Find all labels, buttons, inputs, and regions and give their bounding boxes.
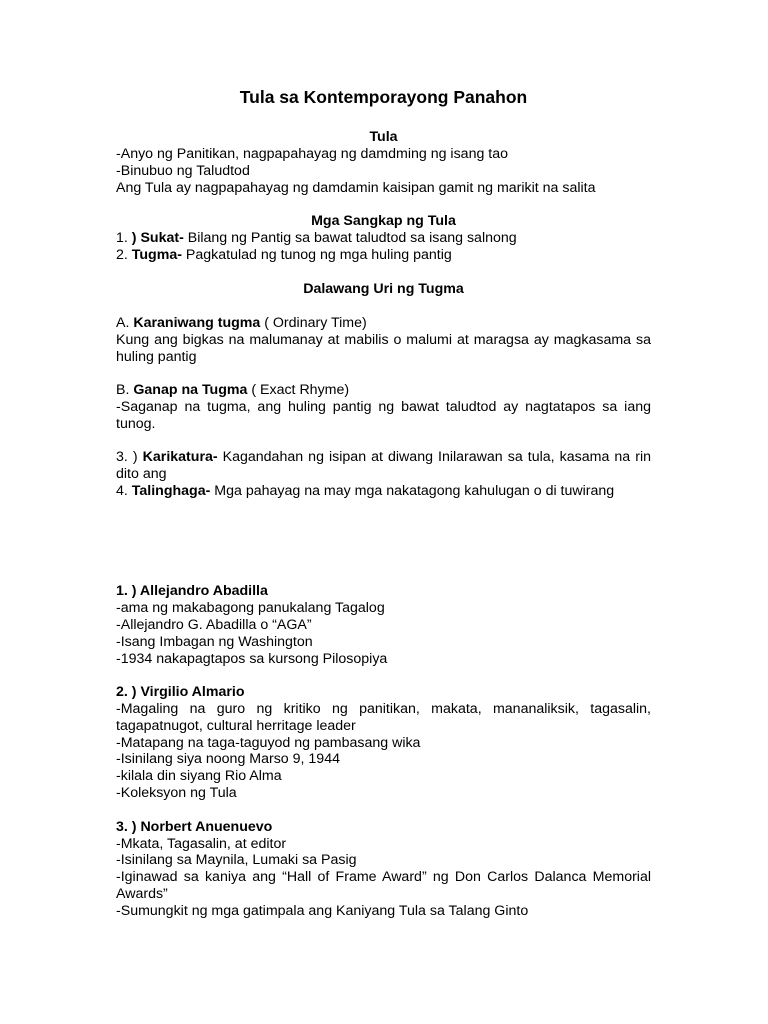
- sangkap-item-tugma: [116, 247, 651, 264]
- uri-a-desc: Kung ang bigkas na malumanay at mabilis o malumi at maragsa ay magkasama sa huling pantig: [116, 332, 651, 365]
- poet-line: -1934 nakapagtapos sa kursong Pilosopiya: [116, 651, 388, 667]
- item-prefix: 3. ): [116, 449, 143, 465]
- uri-a-title: [116, 315, 651, 332]
- poet-line: -Allejandro G. Abadilla o “AGA”: [116, 617, 312, 633]
- item-desc: Bilang ng Pantig sa bawat taludtod sa isang salnong: [183, 230, 517, 246]
- section-heading-sangkap: Mga Sangkap ng Tula: [311, 213, 456, 229]
- item-prefix: B.: [116, 382, 134, 398]
- tula-line: -Anyo ng Panitikan, nagpapahayag ng damdming ng isang tao: [116, 146, 509, 162]
- item-term: Karaniwang tugma: [133, 315, 261, 331]
- item-desc: Kagandahan ng isipan at diwang Inilarawan sa tula, kasama na rin dito ang: [116, 449, 651, 482]
- poet-line: -Magaling na guro ng kritiko ng panitikan, makata, mananaliksik, tagasalin, tagapatnugot, cultural herritage leader: [116, 701, 651, 734]
- item-term: ) Sukat-: [131, 230, 184, 246]
- uri-b-desc: -Saganap na tugma, ang huling pantig ng bawat taludtod ay nagtatapos sa iang tunog.: [116, 399, 651, 432]
- poet-line: -ama ng makabagong panukalang Tagalog: [116, 600, 385, 616]
- poet-heading: 1. ) Allejandro Abadilla: [116, 583, 268, 599]
- poet-line: -Iginawad sa kaniya ang “Hall of Frame Award” ng Don Carlos Dalanca Memorial Awards”: [116, 869, 651, 902]
- poet-line: -Sumungkit ng mga gatimpala ang Kaniyang Tula sa Talang Ginto: [116, 903, 529, 919]
- poet-line: -Mkata, Tagasalin, at editor: [116, 836, 287, 852]
- item-desc: Mga pahayag na may mga nakatagong kahulugan o di tuwirang: [210, 483, 615, 499]
- item-term: Karikatura-: [142, 449, 218, 465]
- section-heading-uri: Dalawang Uri ng Tugma: [303, 281, 464, 297]
- talinghaga-item: [116, 483, 651, 500]
- item-term: Tugma-: [131, 247, 182, 263]
- item-prefix: 4.: [116, 483, 132, 499]
- item-paren: ( Ordinary Time): [260, 315, 367, 331]
- item-term: Talinghaga-: [131, 483, 211, 499]
- item-paren: ( Exact Rhyme): [247, 382, 350, 398]
- poet-line: -Isang Imbagan ng Washington: [116, 634, 313, 650]
- poet-line: -Matapang na taga-taguyod ng pambasang wika: [116, 735, 421, 751]
- karikatura-item: [116, 449, 651, 483]
- tula-line: Ang Tula ay nagpapahayag ng damdamin kaisipan gamit ng marikit na salita: [116, 180, 596, 196]
- tula-line: -Binubuo ng Taludtod: [116, 163, 250, 179]
- section-heading-tula: Tula: [369, 129, 398, 145]
- poet-line: -kilala din siyang Rio Alma: [116, 768, 282, 784]
- item-number: 2.: [116, 247, 132, 263]
- item-prefix: A.: [116, 315, 134, 331]
- poet-line: -Isinilang siya noong Marso 9, 1944: [116, 751, 340, 767]
- poet-heading: 2. ) Virgilio Almario: [116, 684, 245, 700]
- sangkap-item-sukat: [116, 230, 651, 247]
- item-desc: Pagkatulad ng tunog ng mga huling pantig: [181, 247, 452, 263]
- item-number: 1.: [116, 230, 132, 246]
- poet-heading: 3. ) Norbert Anuenuevo: [116, 819, 273, 835]
- poet-line: -Isinilang sa Maynila, Lumaki sa Pasig: [116, 852, 357, 868]
- item-term: Ganap na Tugma: [133, 382, 248, 398]
- poet-line: -Koleksyon ng Tula: [116, 785, 237, 801]
- document-title: Tula sa Kontemporayong Panahon: [239, 87, 528, 107]
- uri-b-title: [116, 382, 651, 399]
